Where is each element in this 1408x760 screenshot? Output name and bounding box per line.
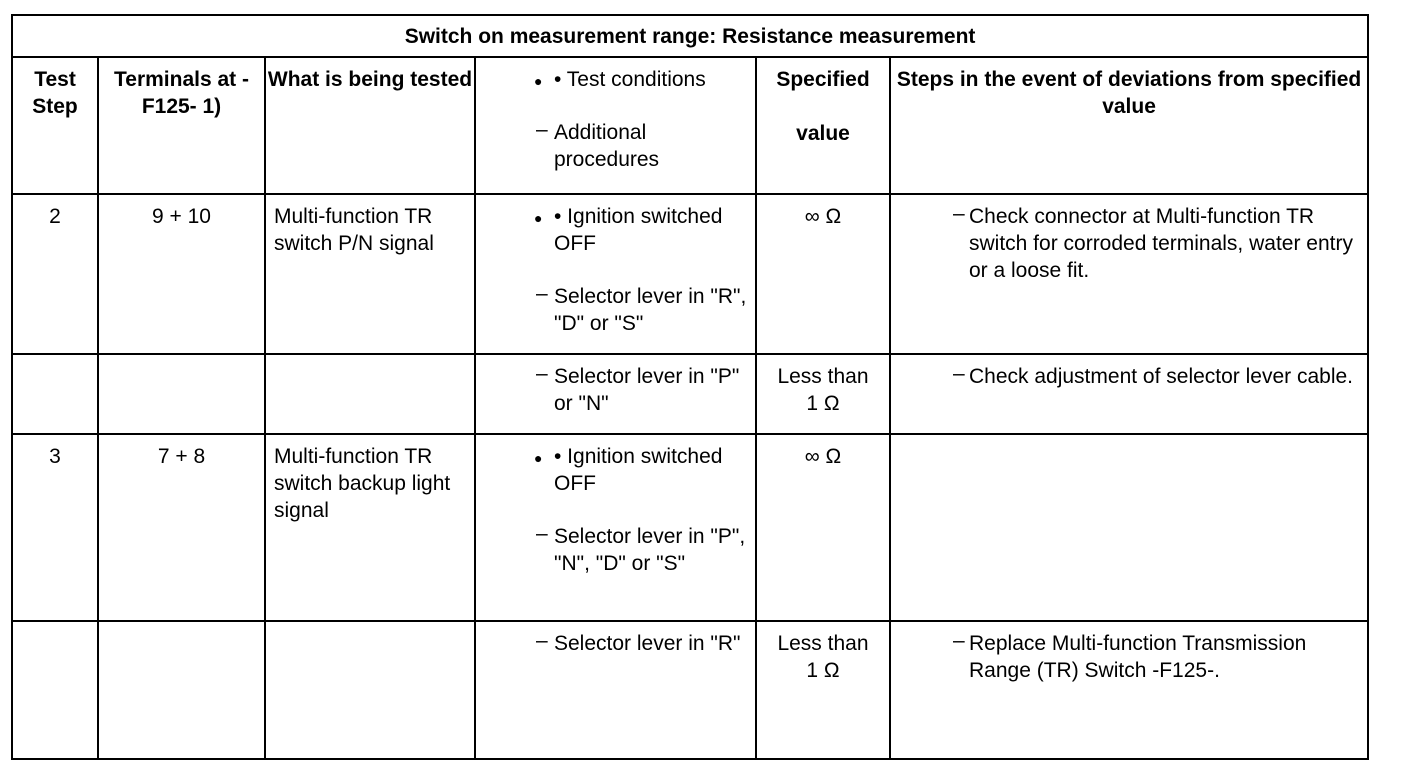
row-action — [890, 354, 1368, 434]
row-spec-line1: Less than — [777, 632, 869, 655]
row-step — [12, 621, 98, 759]
header-specified-line2: value — [796, 122, 850, 145]
header-what-tested: What is being tested — [265, 57, 475, 194]
header-conditions — [475, 57, 756, 194]
table-title: Switch on measurement range: Resistance measurement — [12, 15, 1368, 57]
row-spec-line1: Less than — [777, 365, 869, 388]
row-spec: ∞ Ω — [756, 434, 890, 621]
row-spec-line2: 1 Ω — [806, 392, 840, 415]
header-conditions-dash: Additional procedures — [554, 121, 660, 171]
row-cond-dash: Selector lever in "R" — [554, 632, 741, 655]
row-action — [890, 621, 1368, 759]
table-row — [12, 354, 1368, 434]
header-row — [12, 57, 1368, 194]
row-spec-line2: 1 Ω — [806, 659, 840, 682]
bullet-dot-icon: ● — [534, 210, 543, 226]
dash-icon: – — [536, 629, 548, 652]
row-terminals — [98, 354, 265, 434]
dash-icon: – — [536, 282, 548, 305]
row-terminals — [98, 621, 265, 759]
row-step: 2 — [12, 194, 98, 354]
row-action-text: Check connector at Multi-function TR switch for corroded terminals, water entry or a loose fit. — [969, 205, 1353, 282]
dash-icon: – — [536, 118, 548, 141]
row-step: 3 — [12, 434, 98, 621]
row-action — [890, 434, 1368, 621]
table-row — [12, 621, 1368, 759]
header-specified-value — [756, 57, 890, 194]
bullet-dot-icon: ● — [534, 73, 543, 89]
header-specified-line1: Specified — [776, 68, 870, 91]
row-action-text: Replace Multi-function Transmission Range (TR) Switch -F125-. — [969, 632, 1307, 682]
row-spec — [756, 354, 890, 434]
resistance-measurement-table — [11, 14, 1369, 760]
header-steps: Steps in the event of deviations from specified value — [890, 57, 1368, 194]
row-action-text: Check adjustment of selector lever cable. — [969, 365, 1354, 388]
row-what: Multi-function TR switch backup light signal — [265, 434, 475, 621]
row-spec — [756, 621, 890, 759]
row-terminals: 9 + 10 — [98, 194, 265, 354]
row-cond-bullet: • Ignition switched OFF — [554, 205, 723, 255]
header-conditions-bullet: • Test conditions — [554, 68, 706, 91]
dash-icon: – — [536, 362, 548, 385]
dash-icon: – — [953, 202, 965, 225]
row-terminals: 7 + 8 — [98, 434, 265, 621]
dash-icon: – — [536, 522, 548, 545]
table-row — [12, 194, 1368, 354]
bullet-dot-icon: ● — [534, 450, 543, 466]
row-step — [12, 354, 98, 434]
dash-icon: – — [953, 362, 965, 385]
row-spec: ∞ Ω — [756, 194, 890, 354]
row-what: Multi-function TR switch P/N signal — [265, 194, 475, 354]
row-action — [890, 194, 1368, 354]
row-what — [265, 621, 475, 759]
header-test-step: Test Step — [12, 57, 98, 194]
row-conditions — [475, 194, 756, 354]
row-cond-dash: Selector lever in "R", "D" or "S" — [554, 285, 747, 335]
table-row — [12, 434, 1368, 621]
row-cond-dash: Selector lever in "P", "N", "D" or "S" — [554, 525, 746, 575]
header-terminals: Terminals at -F125- 1) — [98, 57, 265, 194]
row-cond-dash: Selector lever in "P" or "N" — [554, 365, 740, 415]
row-conditions — [475, 434, 756, 621]
row-conditions — [475, 354, 756, 434]
row-conditions — [475, 621, 756, 759]
row-cond-bullet: • Ignition switched OFF — [554, 445, 723, 495]
row-what — [265, 354, 475, 434]
dash-icon: – — [953, 629, 965, 652]
